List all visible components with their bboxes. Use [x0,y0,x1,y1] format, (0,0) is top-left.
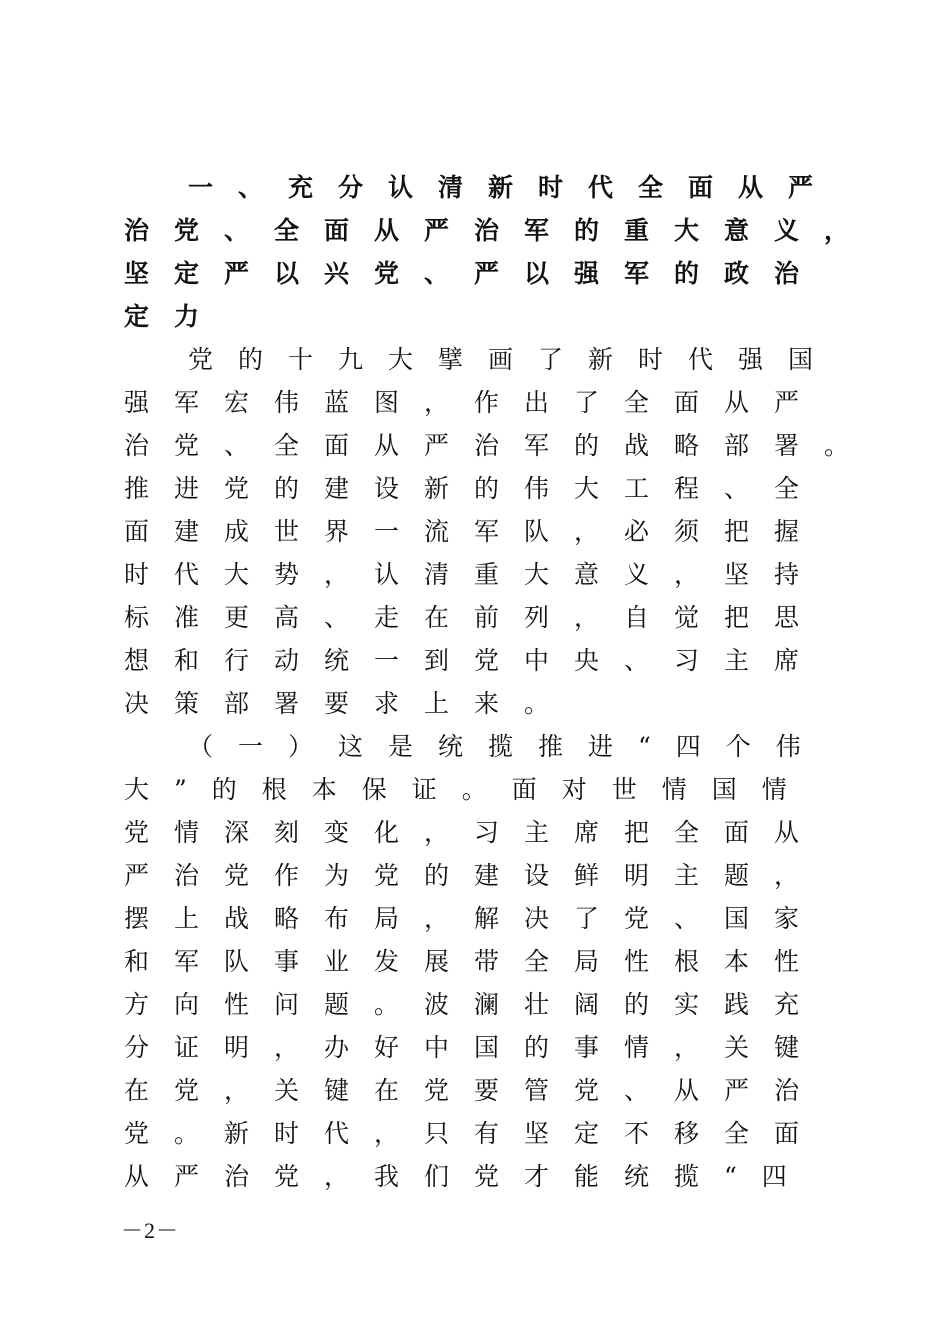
paragraph-line: 时代大势，认清重大意义，坚持 [124,560,825,589]
paragraph-line: （一）这是统揽推进“四个伟 [188,732,826,761]
paragraph-line: 摆上战略布局，解决了党、国家 [124,904,825,933]
heading-line: 治党、全面从严治军的重大意义， [124,216,875,245]
heading-line: 一、充分认清新时代全面从严 [188,173,839,202]
paragraph-line: 严治党作为党的建设鲜明主题， [124,861,825,890]
paragraph-line: 党情深刻变化，习主席把全面从 [124,818,825,847]
paragraph-line: 党的十九大擘画了新时代强国 [188,345,839,374]
heading-line: 定力 [124,302,225,331]
paragraph-line: 党。新时代，只有坚定不移全面 [124,1119,825,1148]
paragraph-line: 想和行动统一到党中央、习主席 [124,646,825,675]
paragraph-line: 治党、全面从严治军的战略部署。 [124,431,875,460]
paragraph-line: 标准更高、走在前列，自觉把思 [124,603,825,632]
page-number: －2－ [121,1218,180,1243]
paragraph-line: 大”的根本保证。面对世情国情 [124,775,812,804]
paragraph-line: 分证明，办好中国的事情，关键 [124,1033,825,1062]
paragraph-line: 从严治党，我们党才能统揽“四 [124,1162,812,1191]
paragraph-line: 方向性问题。波澜壮阔的实践充 [124,990,825,1019]
paragraph-line: 强军宏伟蓝图，作出了全面从严 [124,388,825,417]
paragraph-line: 推进党的建设新的伟大工程、全 [124,474,825,503]
heading-line: 坚定严以兴党、严以强军的政治 [124,259,825,288]
paragraph-line: 和军队事业发展带全局性根本性 [124,947,825,976]
paragraph-line: 决策部署要求上来。 [124,689,575,718]
paragraph-line: 面建成世界一流军队，必须把握 [124,517,825,546]
paragraph-line: 在党，关键在党要管党、从严治 [124,1076,825,1105]
